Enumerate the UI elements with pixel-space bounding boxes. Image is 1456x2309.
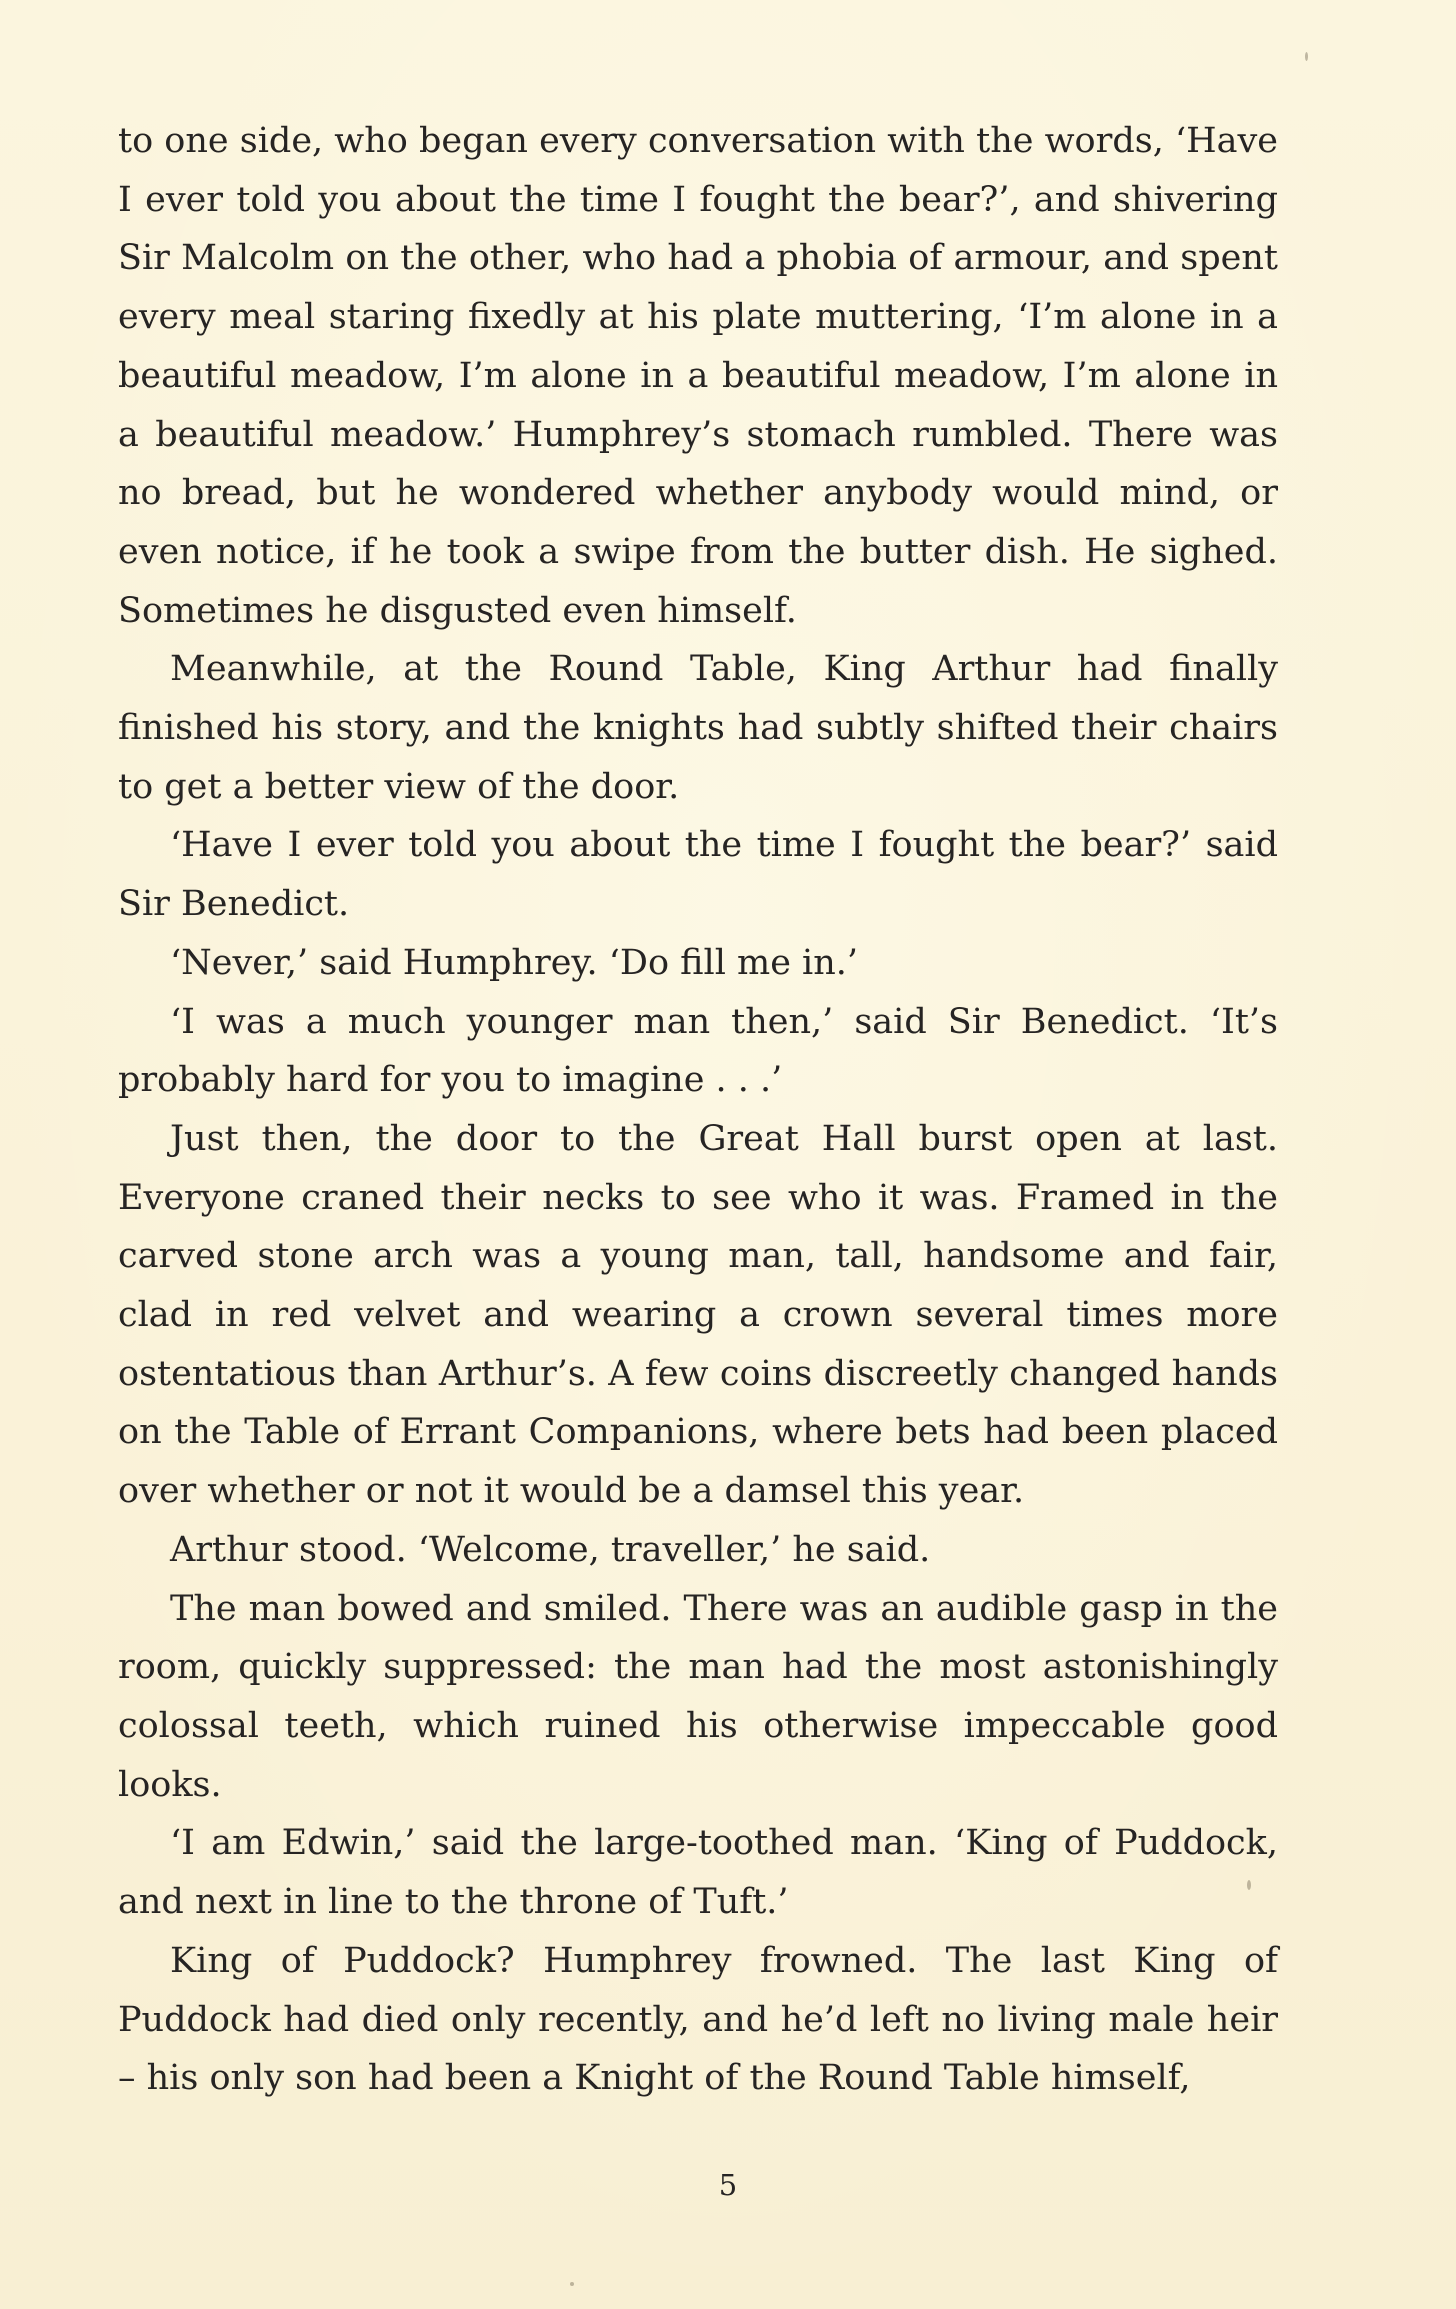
paragraph-5: ‘I was a much younger man then,’ said Sir Benedict. ‘It’s probably hard for you to imagine . . .’ bbox=[118, 1001, 1278, 1101]
paragraph-8: The man bowed and smiled. There was an audible gasp in the room, quickly suppressed: the man had the most astonishingly colossal teeth, which ruined his otherwise impeccable good looks. bbox=[118, 1588, 1278, 1805]
paper-speck bbox=[570, 2282, 574, 2286]
paragraph-3: ‘Have I ever told you about the time I fought the bear?’ said Sir Benedict. bbox=[118, 825, 1278, 925]
paragraph-4: ‘Never,’ said Humphrey. ‘Do fill me in.’ bbox=[170, 942, 859, 983]
paragraph-9: ‘I am Edwin,’ said the large-toothed man. ‘King of Puddock, and next in line to the throne of Tuft.’ bbox=[118, 1823, 1278, 1923]
paper-speck bbox=[1247, 1880, 1251, 1890]
paragraph-10: King of Puddock? Humphrey frowned. The last King of Puddock had died only recently, and he’d left no living male heir – his only son had been a Knight of the Round Table himself, bbox=[118, 1940, 1278, 2099]
paragraph-7: Arthur stood. ‘Welcome, traveller,’ he said. bbox=[170, 1529, 931, 1570]
body-text bbox=[118, 112, 1278, 2108]
paragraph-6: Just then, the door to the Great Hall burst open at last. Everyone craned their necks to see who it was. Framed in the carved stone arch was a young man, tall, handsome and fair, clad in red velvet and wearing a crown several times more ostentatious than Arthur’s. A few coins discreetly changed hands on the Table of Errant Companions, where bets had been placed over whether or not it would be a damsel this year. bbox=[118, 1118, 1278, 1512]
paragraph-2: Meanwhile, at the Round Table, King Arthur had finally finished his story, and the knights had subtly shifted their chairs to get a better view of the door. bbox=[118, 649, 1278, 807]
paragraph-1: to one side, who began every conversation with the words, ‘Have I ever told you about the time I fought the bear?’, and shivering Sir Malcolm on the other, who had a phobia of armour, and spent every meal staring fixedly at his plate muttering, ‘I’m alone in a beautiful meadow, I’m alone in a beautiful meadow, I’m alone in a beautiful meadow.’ Humphrey’s stomach rumbled. There was no bread, but he wondered whether anybody would mind, or even notice, if he took a swipe from the butter dish. He sighed. Sometimes he disgusted even himself. bbox=[118, 121, 1278, 631]
paper-speck bbox=[1305, 52, 1308, 61]
page-number: 5 bbox=[718, 2168, 738, 2202]
